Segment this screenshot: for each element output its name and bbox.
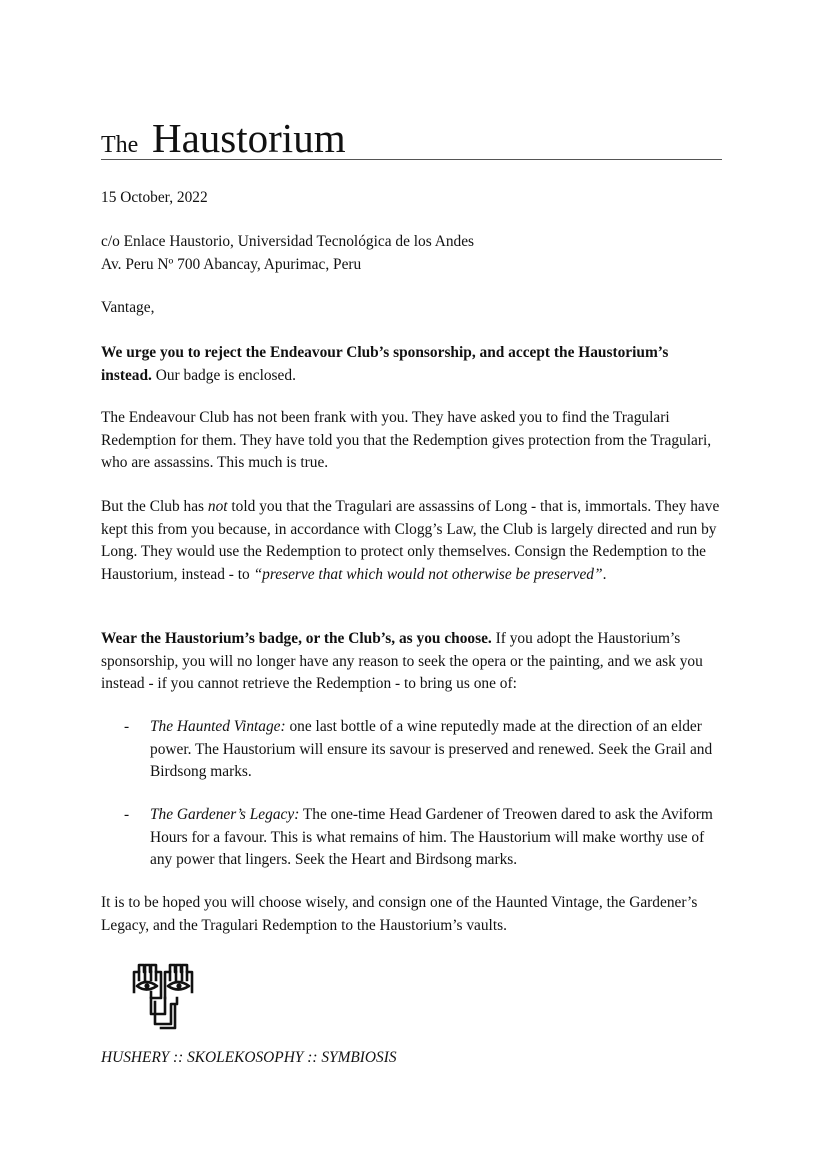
masthead xyxy=(101,113,722,160)
list-dash: - xyxy=(124,806,130,823)
paragraph-4 xyxy=(101,628,723,696)
list-dash: - xyxy=(124,718,130,735)
paragraph-3-mid: told you that the Tragulari are assassins of Long - that is, immortals. They have kept this from you because, in accordance with Clogg’s Law, the Club is largely directed and run by Long. They would use the Redemption to protect only themselves. Consign the Redemption to the Haustorium, instead - to xyxy=(101,498,720,583)
list-item-title: The Haunted Vintage: xyxy=(150,718,286,735)
paragraph-1-rest: Our badge is enclosed. xyxy=(151,366,296,384)
paragraph-4-rest: If you adopt the Haustorium’s sponsorship, you will no longer have any reason to seek the opera or the painting, and we ask you instead - if you cannot retrieve the Redemption - to bring us one of: xyxy=(101,630,703,692)
paragraph-3-emphasis: not xyxy=(207,498,228,515)
salutation: Vantage, xyxy=(101,299,155,316)
list-item-body: one last bottle of a wine reputedly made at the direction of an elder power. The Haustorium will ensure its savour is preserved and renewed. Seek the Grail and Birdsong marks. xyxy=(150,718,713,780)
paragraph-1 xyxy=(101,342,723,387)
paragraph-4-bold: Wear the Haustorium’s badge, or the Club’s, as you choose. xyxy=(101,630,492,647)
closing-paragraph: It is to be hoped you will choose wisely, and consign one of the Haunted Vintage, the Gardener’s Legacy, and the Tragulari Redemption to the Haustorium’s vaults. xyxy=(101,894,698,934)
masthead-the: The xyxy=(101,132,139,158)
twin-hands-eye-logo xyxy=(131,962,195,1030)
paragraph-3-quote: “preserve that which would not otherwise be preserved” xyxy=(253,565,603,583)
letter-date: 15 October, 2022 xyxy=(101,189,208,206)
paragraph-3-post: . xyxy=(602,565,607,583)
paragraph-1-bold: We urge you to reject the Endeavour Club’s sponsorship, and accept the Haustorium’s instead. xyxy=(101,344,669,384)
masthead-name: Haustorium xyxy=(152,115,346,161)
motto: HUSHERY :: SKOLEKOSOPHY :: SYMBIOSIS xyxy=(101,1049,397,1066)
paragraph-2: The Endeavour Club has not been frank with you. They have asked you to find the Tragulari Redemption for them. They have told you that the Redemption gives protection from the Tragulari, who are assassins. This much is true. xyxy=(101,409,712,471)
address-block xyxy=(101,231,723,276)
list-item-title: The Gardener’s Legacy: xyxy=(150,806,300,823)
address-line-1: c/o Enlace Haustorio, Universidad Tecnológica de los Andes xyxy=(101,233,475,250)
list-item-text xyxy=(150,716,723,784)
paragraph-3-pre: But the Club has xyxy=(101,498,208,515)
paragraph-3 xyxy=(101,496,723,586)
address-line-2: Av. Peru Nº 700 Abancay, Apurimac, Peru xyxy=(101,255,362,273)
list-item-body: The one-time Head Gardener of Treowen dared to ask the Aviform Hours for a favour. This is what remains of him. The Haustorium will make worthy use of any power that lingers. Seek the Heart and Birdsong marks. xyxy=(150,806,713,868)
list-item-text xyxy=(150,804,723,872)
